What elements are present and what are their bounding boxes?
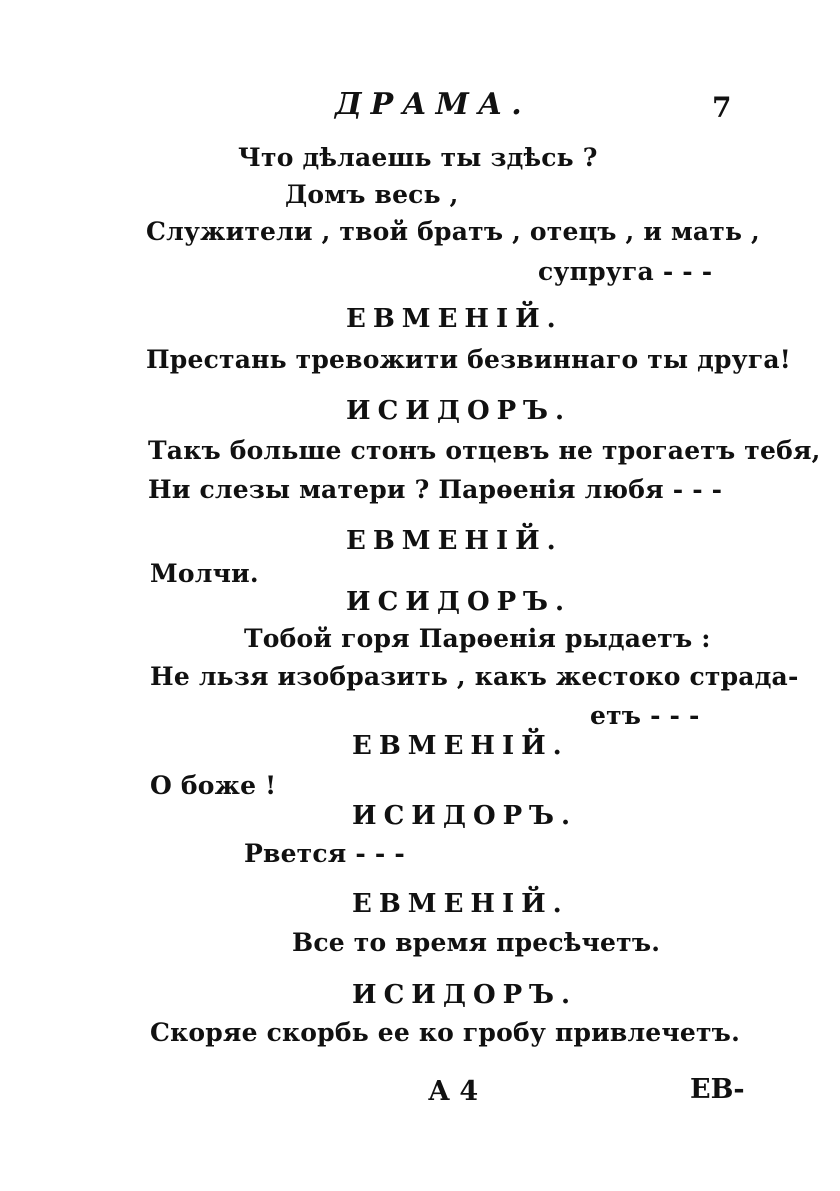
catchword: ЕВ-: [690, 1074, 745, 1105]
verse-line: Домъ весь ,: [285, 180, 459, 209]
verse-line: Такъ больше стонъ отцевъ не трогаетъ тебя,: [148, 436, 821, 465]
speaker-name: ЕВМЕНІЙ.: [346, 526, 563, 556]
page-number: 7: [712, 91, 732, 124]
speaker-name: ИСИДОРЪ.: [346, 587, 572, 617]
speaker-name: ЕВМЕНІЙ.: [352, 889, 569, 919]
verse-line: Все то время пресѣчетъ.: [292, 928, 661, 957]
verse-line: Рвется - - -: [244, 839, 405, 868]
verse-line: Скоряе скорбь ее ко гробу привлечетъ.: [150, 1018, 740, 1047]
speaker-name: ИСИДОРЪ.: [346, 396, 572, 426]
verse-line: супруга - - -: [538, 257, 713, 286]
speaker-name: ЕВМЕНІЙ.: [346, 304, 563, 334]
speaker-name: ЕВМЕНІЙ.: [352, 731, 569, 761]
verse-line: Не льзя изобразить , какъ жестоко страда-: [150, 662, 799, 691]
verse-line: етъ - - -: [590, 701, 700, 730]
speaker-name: ИСИДОРЪ.: [352, 801, 578, 831]
verse-line: Что дѣлаешь ты здѣсь ?: [238, 143, 598, 172]
verse-line: Молчи.: [150, 559, 259, 588]
verse-line: Тобой горя Парѳенія рыдаетъ :: [244, 624, 711, 653]
signature-mark: А 4: [428, 1076, 479, 1107]
verse-line: Служители , твой братъ , отецъ , и мать ,: [146, 217, 760, 246]
speaker-name: ИСИДОРЪ.: [352, 980, 578, 1010]
verse-line: Ни слезы матери ? Парѳенія любя - - -: [148, 475, 723, 504]
verse-line: О боже !: [150, 771, 277, 800]
running-header-title: ДРАМА.: [335, 87, 531, 122]
verse-line: Престань тревожити безвиннаго ты друга!: [146, 345, 791, 374]
